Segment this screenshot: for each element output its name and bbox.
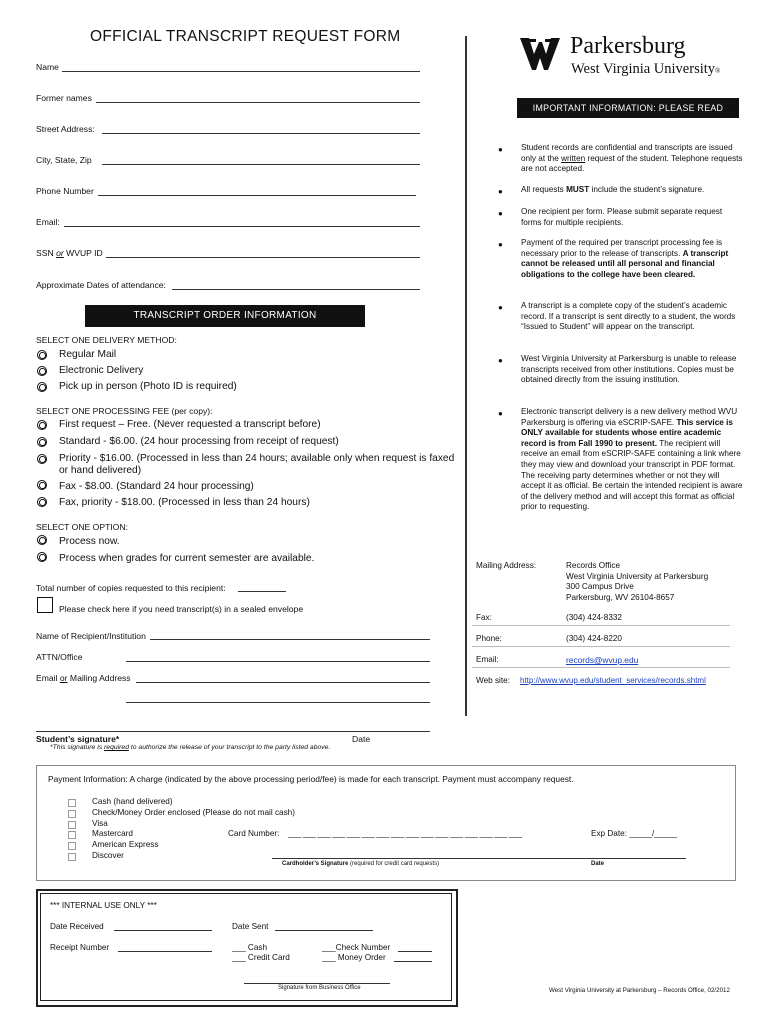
check-number-field[interactable]: ___Check Number — [322, 943, 391, 952]
signature-date-label: Date — [352, 734, 371, 744]
fax-label: Fax: — [476, 613, 492, 622]
page-title: OFFICIAL TRANSCRIPT REQUEST FORM — [90, 28, 401, 45]
important-header: IMPORTANT INFORMATION: PLEASE READ — [517, 98, 739, 118]
signature-note: *This signature is required to authorize the release of your transcript to the party listed above. — [50, 744, 331, 751]
email-label: Email: — [36, 217, 60, 227]
signature-label: Student’s signature* — [36, 734, 120, 744]
payment-method-label: Discover — [92, 851, 124, 860]
order-info-header: TRANSCRIPT ORDER INFORMATION — [85, 305, 365, 327]
important-item: Electronic transcript delivery is a new delivery method WVU Parkersburg is offering via eSCRIP-SAFE. This service is ONLY available for students whose entire academic record is from Fall 1990 to present. The recipient will receive an email from eSCRIP-SAFE containing a link where they may view and download your transcript in PDF format. The receiving party determines whether or not they will accept it as official. Be certain the intended recipient is aware of the delivery method and will accept this format as official prior to requesting. — [521, 407, 743, 512]
business-signature-label: Signature from Business Office — [278, 985, 361, 991]
option-label: Process now. — [59, 536, 120, 547]
delivery-radio-regular-mail[interactable] — [37, 350, 47, 360]
mailing-address — [566, 561, 708, 603]
bullet-icon: ● — [498, 145, 503, 154]
date-sent-field[interactable] — [275, 930, 373, 931]
important-item: One recipient per form. Please submit separate request forms for multiple recipients. — [521, 207, 723, 227]
phone-label: Phone Number — [36, 186, 94, 196]
fax-value: (304) 424-8332 — [566, 613, 622, 622]
dates-field[interactable] — [172, 289, 420, 290]
sealed-envelope-checkbox[interactable] — [37, 597, 53, 613]
cardholder-signature-line[interactable] — [272, 858, 686, 859]
processing-option-label: First request – Free. (Never requested a transcript before) — [59, 419, 321, 430]
delivery-option-label: Electronic Delivery — [59, 365, 144, 376]
mailing-line: Parkersburg, WV 26104-8657 — [566, 592, 675, 602]
mailing-line: 300 Campus Drive — [566, 582, 634, 592]
street-field[interactable] — [102, 133, 420, 134]
recipient-field[interactable] — [150, 639, 430, 640]
attn-label: ATTN/Office — [36, 652, 83, 662]
date-sent-label: Date Sent — [232, 922, 269, 931]
name-label: Name — [36, 62, 59, 72]
payment-method-label: Visa — [92, 819, 108, 828]
cardholder-date-label: Date — [591, 861, 605, 867]
name-field[interactable] — [62, 71, 420, 72]
city-label: City, State, Zip — [36, 155, 92, 165]
payment-method-label: American Express — [92, 840, 159, 849]
delivery-radio-electronic[interactable] — [37, 366, 47, 376]
email-link[interactable]: records@wvup.edu — [566, 655, 639, 665]
signature-line[interactable] — [36, 731, 430, 732]
phone-value: (304) 424-8220 — [566, 634, 622, 643]
processing-radio-fax-priority[interactable] — [37, 497, 47, 507]
bullet-icon: ● — [498, 209, 503, 218]
delivery-option-label: Pick up in person (Photo ID is required) — [59, 381, 237, 392]
dates-label: Approximate Dates of attendance: — [36, 280, 166, 290]
street-label: Street Address: — [36, 124, 95, 134]
bullet-icon: ● — [498, 240, 503, 249]
sealed-label: Please check here if you need transcript(s) in a sealed envelope — [59, 604, 304, 614]
footer: West Virginia University at Parkersburg – Records Office, 02/2012 — [549, 987, 730, 994]
payment-method-label: Mastercard — [92, 829, 133, 838]
website-label: Web site: — [476, 676, 510, 685]
copies-field[interactable] — [238, 591, 286, 592]
payment-amex-checkbox[interactable] — [68, 842, 76, 850]
processing-radio-fax[interactable] — [37, 480, 47, 490]
receipt-number-field[interactable] — [118, 951, 212, 952]
important-item: Payment of the required per transcript processing fee is necessary prior to the release of transcripts. A transcript cannot be released until all personal and financial obligations to the college have been cleared. — [521, 238, 729, 279]
email-mail-field[interactable] — [136, 682, 430, 683]
option-label: Process when grades for current semester are available. — [59, 553, 315, 564]
phone-label-contact: Phone: — [476, 634, 502, 643]
email-label-contact: Email: — [476, 655, 499, 664]
wv-logo-icon — [518, 36, 562, 74]
money-order-blank[interactable] — [394, 961, 432, 962]
business-signature-line[interactable] — [244, 983, 390, 984]
former-names-label: Former names — [36, 93, 92, 103]
delivery-heading: SELECT ONE DELIVERY METHOD: — [36, 335, 177, 345]
option-radio-process-later[interactable] — [37, 552, 47, 562]
cardholder-signature-label: Cardholder’s Signature (required for credit card requests) — [282, 861, 440, 867]
logo-secondary: West Virginia University® — [571, 61, 721, 77]
card-number-label: Card Number: — [228, 829, 280, 838]
option-heading: SELECT ONE OPTION: — [36, 522, 129, 532]
email-field[interactable] — [64, 226, 420, 227]
logo-primary: Parkersburg — [570, 33, 686, 59]
bullet-icon: ● — [498, 303, 503, 312]
check-number-blank[interactable] — [398, 951, 432, 952]
payment-intro: Payment Information: A charge (indicated by the above processing period/fee) is made for each transcript. Payment must accompany request. — [48, 774, 574, 784]
credit-card-field[interactable]: ___ Credit Card — [232, 953, 290, 962]
money-order-field[interactable]: ___ Money Order — [322, 953, 386, 962]
bullet-icon: ● — [498, 356, 503, 365]
website-link[interactable]: http://www.wvup.edu/student_services/records.shtml — [520, 676, 706, 685]
payment-check-checkbox[interactable] — [68, 810, 76, 818]
processing-heading: SELECT ONE PROCESSING FEE (per copy): — [36, 406, 213, 416]
processing-option-label: Fax, priority - $18.00. (Processed in less than 24 hours) — [59, 497, 310, 508]
processing-option-label-cont: or hand delivered) — [59, 465, 142, 476]
important-item: All requests MUST include the student’s signature. — [521, 185, 705, 194]
email-mail-field-2[interactable] — [126, 702, 430, 703]
column-divider — [465, 36, 467, 716]
former-names-field[interactable] — [96, 102, 420, 103]
processing-option-label: Priority - $16.00. (Processed in less than 24 hours; available only when request is faxed — [59, 453, 455, 464]
delivery-radio-pickup[interactable] — [37, 382, 47, 392]
email-mail-label: Email or Mailing Address — [36, 673, 131, 683]
processing-option-label: Fax - $8.00. (Standard 24 hour processing) — [59, 481, 254, 492]
mailing-line: Records Office — [566, 561, 620, 570]
receipt-number-label: Receipt Number — [50, 943, 110, 952]
payment-method-label: Check/Money Order enclosed (Please do not mail cash) — [92, 808, 295, 817]
processing-radio-first[interactable] — [37, 420, 47, 430]
contact-divider — [472, 667, 730, 668]
option-radio-process-now[interactable] — [37, 535, 47, 545]
bullet-icon: ● — [498, 409, 503, 418]
bullet-icon: ● — [498, 187, 503, 196]
important-item: Student records are confidential and transcripts are issued only at the written request of the student. Telephone requests are not accepted. — [521, 143, 743, 174]
mailing-label: Mailing Address: — [476, 561, 537, 570]
attn-field[interactable] — [126, 661, 430, 662]
internal-title: *** INTERNAL USE ONLY *** — [50, 901, 157, 910]
date-received-label: Date Received — [50, 922, 104, 931]
cash-field[interactable]: ___ Cash — [232, 943, 268, 952]
important-item: West Virginia University at Parkersburg is unable to release transcripts received from other institutions. Copies must be obtained directly from the issuing institution. — [521, 354, 737, 385]
ssn-field[interactable] — [106, 257, 420, 258]
payment-mastercard-checkbox[interactable] — [68, 831, 76, 839]
contact-divider — [472, 646, 730, 647]
date-received-field[interactable] — [114, 930, 212, 931]
payment-method-label: Cash (hand delivered) — [92, 797, 173, 806]
ssn-label: SSN or WVUP ID — [36, 248, 103, 258]
delivery-option-label: Regular Mail — [59, 349, 117, 360]
payment-visa-checkbox[interactable] — [68, 821, 76, 829]
phone-field[interactable] — [98, 195, 416, 196]
city-field[interactable] — [102, 164, 420, 165]
mailing-line: West Virginia University at Parkersburg — [566, 571, 709, 581]
processing-radio-priority[interactable] — [37, 454, 47, 464]
expiration-field[interactable]: Exp Date: _____/_____ — [591, 829, 678, 838]
payment-discover-checkbox[interactable] — [68, 853, 76, 861]
recipient-label: Name of Recipient/Institution — [36, 631, 146, 641]
copies-label: Total number of copies requested to this recipient: — [36, 583, 226, 593]
contact-divider — [472, 625, 730, 626]
card-number-field[interactable]: ___ ___ ___ ___ ___ ___ ___ ___ ___ ___ ___ ___ ___ ___ ___ ___ — [288, 829, 522, 838]
important-item: A transcript is a complete copy of the student’s academic record. If a transcript is sent directly to a student, the words “Issued to Student” will appear on the transcript. — [521, 301, 736, 332]
payment-cash-checkbox[interactable] — [68, 799, 76, 807]
processing-radio-standard[interactable] — [37, 437, 47, 447]
processing-option-label: Standard - $6.00. (24 hour processing from receipt of request) — [59, 436, 339, 447]
